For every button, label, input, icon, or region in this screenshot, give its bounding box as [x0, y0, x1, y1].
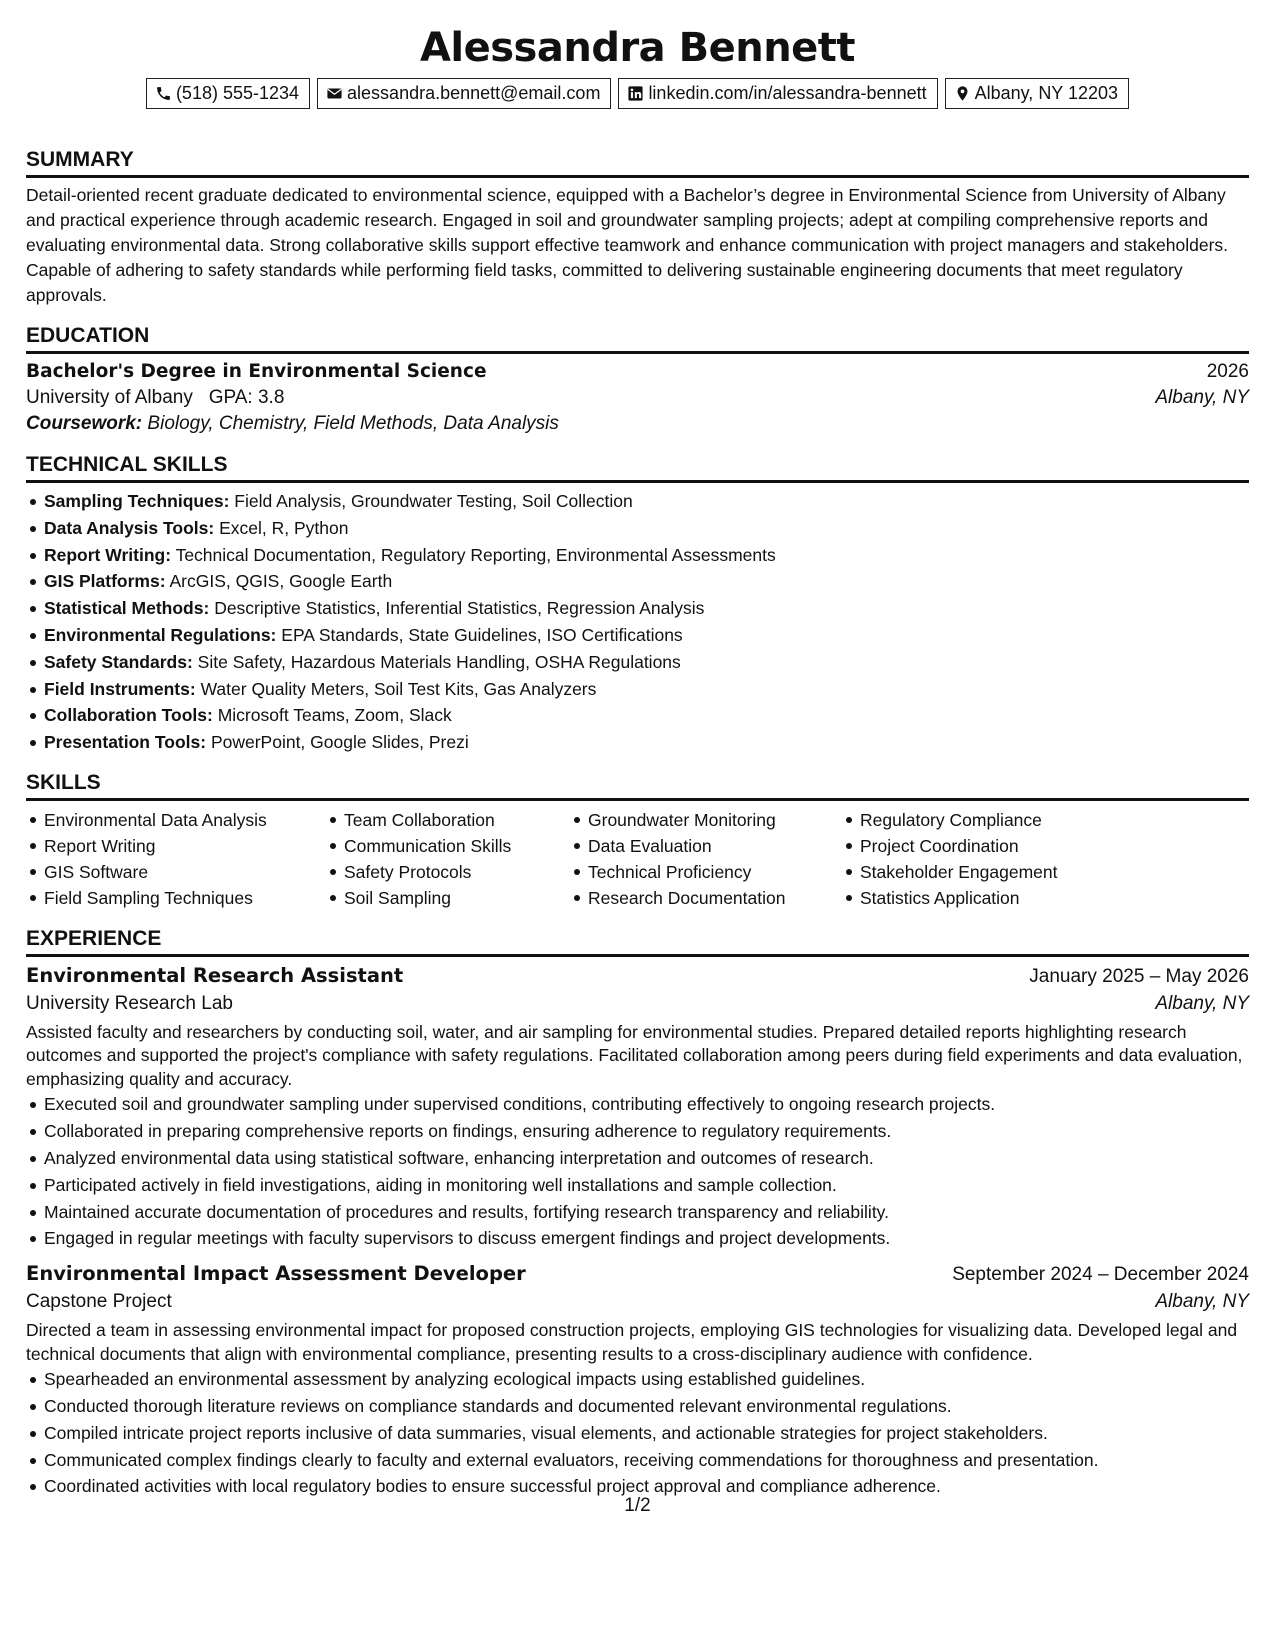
list-item — [44, 622, 1249, 649]
job-location: Albany, NY — [1155, 992, 1249, 1014]
skill-category: GIS Platforms: — [44, 571, 166, 592]
list-item: Engaged in regular meetings with faculty supervisors to discuss emergent findings and project developments. — [44, 1225, 1249, 1252]
email-chip[interactable] — [317, 78, 611, 109]
list-item: Communication Skills — [344, 833, 570, 859]
list-item: Stakeholder Engagement — [860, 859, 1058, 885]
skill-values: Site Safety, Hazardous Materials Handling, OSHA Regulations — [197, 651, 681, 672]
list-item — [44, 568, 1249, 595]
skill-values: Water Quality Meters, Soil Test Kits, Gas Analyzers — [200, 678, 597, 699]
job-bullets — [26, 1091, 1249, 1252]
technical-skills-section — [26, 450, 1249, 756]
skills-column-3 — [570, 807, 842, 911]
list-item: Project Coordination — [860, 833, 1058, 859]
list-item: Statistics Application — [860, 885, 1058, 911]
summary-section — [26, 145, 1249, 308]
list-item — [44, 515, 1249, 542]
degree-title: Bachelor's Degree in Environmental Science — [26, 361, 487, 382]
list-item: Participated actively in field investigations, aiding in monitoring well installations and sample collection. — [44, 1172, 1249, 1199]
job-location: Albany, NY — [1155, 1291, 1249, 1313]
skill-values: EPA Standards, State Guidelines, ISO Certifications — [281, 624, 683, 645]
list-item: Communicated complex findings clearly to faculty and external evaluators, receiving commendations for thoroughness and presentation. — [44, 1447, 1249, 1474]
education-section — [26, 321, 1249, 435]
linkedin-chip[interactable] — [618, 78, 937, 109]
list-item — [44, 542, 1249, 569]
skill-category: Statistical Methods: — [44, 598, 210, 619]
list-item: Spearheaded an environmental assessment by analyzing ecological impacts using established guidelines. — [44, 1366, 1249, 1393]
contact-row — [26, 78, 1249, 109]
list-item — [44, 595, 1249, 622]
skill-values: PowerPoint, Google Slides, Prezi — [210, 732, 469, 753]
list-item — [44, 676, 1249, 703]
location-chip — [945, 78, 1129, 109]
email-text: alessandra.bennett@email.com — [347, 83, 601, 103]
job-title: Environmental Research Assistant — [26, 963, 404, 987]
job-dates: January 2025 – May 2026 — [1029, 965, 1249, 987]
list-item — [44, 729, 1249, 756]
list-item: Regulatory Compliance — [860, 807, 1058, 833]
skill-values: Technical Documentation, Regulatory Reporting, Environmental Assessments — [175, 544, 776, 565]
list-item: Environmental Data Analysis — [44, 807, 326, 833]
list-item: Data Evaluation — [588, 833, 842, 859]
summary-heading: SUMMARY — [26, 145, 1249, 178]
education-degree-row — [26, 361, 1249, 383]
skills-column-2 — [326, 807, 570, 911]
gpa: GPA: 3.8 — [208, 387, 285, 408]
skill-category: Presentation Tools: — [44, 732, 207, 753]
job-description: Assisted faculty and researchers by conducting soil, water, and air sampling for environmental studies. Prepared detailed reports highlighting research outcomes and supported the project's compliance with safety regulations. Facilitated collaboration among peers during field experiments and data evaluation, emphasizing quality and accuracy. — [26, 1021, 1243, 1089]
education-heading: EDUCATION — [26, 321, 1249, 354]
resume-page — [26, 0, 1249, 1650]
skills-heading: SKILLS — [26, 768, 1249, 801]
school-name: University of Albany — [26, 387, 193, 408]
education-school-row — [26, 387, 1249, 409]
job-bullets — [26, 1366, 1249, 1500]
list-item: Field Sampling Techniques — [44, 885, 326, 911]
skill-values: Excel, R, Python — [219, 517, 349, 538]
linkedin-text: linkedin.com/in/alessandra-bennett — [648, 83, 927, 103]
skills-section — [26, 768, 1249, 911]
skills-grid — [26, 807, 1249, 911]
summary-text: Detail-oriented recent graduate dedicated to environmental science, equipped with a Bachelor’s degree in Environmental Science from University of Albany and practical experience through academic research. Engaged in soil and groundwater sampling projects; adept at compiling comprehensive reports and evaluating environmental data. Strong collaborative skills support effective teamwork and enhance communication with project managers and stakeholders. Capable of adhering to safety standards while performing field tasks, committed to delivering sustainable engineering documents that meet regulatory approvals. — [26, 185, 1229, 305]
list-item: Coordinated activities with local regulatory bodies to ensure successful project approval and compliance adherence. — [44, 1473, 1249, 1500]
list-item: Maintained accurate documentation of procedures and results, fortifying research transparency and reliability. — [44, 1199, 1249, 1226]
linkedin-icon — [627, 85, 644, 102]
job-org-row — [26, 1291, 1249, 1313]
skill-values: Field Analysis, Groundwater Testing, Soil Collection — [234, 491, 633, 511]
phone-chip[interactable] — [146, 78, 310, 109]
location-text: Albany, NY 12203 — [974, 83, 1119, 103]
skills-column-1 — [26, 807, 326, 911]
skill-values: Descriptive Statistics, Inferential Statistics, Regression Analysis — [214, 598, 705, 619]
list-item: Compiled intricate project reports inclusive of data summaries, visual elements, and actionable strategies for project stakeholders. — [44, 1420, 1249, 1447]
job-title-row — [26, 1262, 1249, 1286]
skill-category: Collaboration Tools: — [44, 705, 213, 726]
envelope-icon — [326, 85, 343, 102]
job-title: Environmental Impact Assessment Developer — [26, 1262, 526, 1286]
skill-category: Safety Standards: — [44, 651, 193, 672]
list-item: Collaborated in preparing comprehensive reports on findings, ensuring adherence to regulatory requirements. — [44, 1118, 1249, 1145]
list-item: Executed soil and groundwater sampling under supervised conditions, contributing effectively to ongoing research projects. — [44, 1091, 1249, 1118]
phone-icon — [155, 85, 172, 102]
school-line — [26, 387, 284, 409]
coursework-line — [26, 413, 1249, 435]
job-dates: September 2024 – December 2024 — [952, 1264, 1249, 1286]
skill-category: Sampling Techniques: — [44, 491, 230, 511]
list-item — [44, 488, 1249, 515]
list-item: Groundwater Monitoring — [588, 807, 842, 833]
list-item: Report Writing — [44, 833, 326, 859]
skill-category: Report Writing: — [44, 544, 172, 565]
candidate-name: Alessandra Bennett — [419, 25, 856, 71]
experience-section — [26, 924, 1249, 1500]
skill-values: Microsoft Teams, Zoom, Slack — [217, 705, 452, 726]
job-organization: Capstone Project — [26, 1291, 172, 1313]
coursework-label: Coursework: — [26, 413, 143, 434]
list-item — [44, 649, 1249, 676]
skill-category: Field Instruments: — [44, 678, 196, 699]
job-entry-1 — [26, 964, 1249, 1252]
job-description: Directed a team in assessing environmental impact for proposed construction projects, employing GIS technologies for visualizing data. Developed legal and technical documents that align with environmental compliance, presenting results to a cross-disciplinary audience with confidence. — [26, 1320, 1238, 1364]
technical-skills-list — [26, 488, 1249, 756]
job-org-row — [26, 993, 1249, 1015]
map-pin-icon — [954, 85, 971, 102]
technical-skills-heading: TECHNICAL SKILLS — [26, 450, 1249, 483]
job-title-row — [26, 964, 1249, 988]
skill-category: Data Analysis Tools: — [44, 517, 215, 538]
list-item: Technical Proficiency — [588, 859, 842, 885]
job-organization: University Research Lab — [26, 992, 233, 1014]
list-item: Analyzed environmental data using statistical software, enhancing interpretation and outcomes of research. — [44, 1145, 1249, 1172]
page-number: 1/2 — [624, 1495, 651, 1516]
list-item: GIS Software — [44, 859, 326, 885]
phone-text: (518) 555-1234 — [175, 83, 300, 103]
list-item: Conducted thorough literature reviews on compliance standards and documented relevant environmental regulations. — [44, 1393, 1249, 1420]
list-item — [44, 702, 1249, 729]
list-item: Safety Protocols — [344, 859, 570, 885]
skills-column-4 — [842, 807, 1058, 911]
list-item: Research Documentation — [588, 885, 842, 911]
skill-values: ArcGIS, QGIS, Google Earth — [169, 571, 393, 592]
list-item: Team Collaboration — [344, 807, 570, 833]
experience-heading: EXPERIENCE — [26, 924, 1249, 957]
graduation-year: 2026 — [1206, 361, 1249, 382]
job-entry-2 — [26, 1262, 1249, 1500]
school-location: Albany, NY — [1155, 387, 1249, 408]
list-item: Soil Sampling — [344, 885, 570, 911]
coursework-list: Biology, Chemistry, Field Methods, Data Analysis — [147, 413, 559, 434]
skill-category: Environmental Regulations: — [44, 624, 277, 645]
